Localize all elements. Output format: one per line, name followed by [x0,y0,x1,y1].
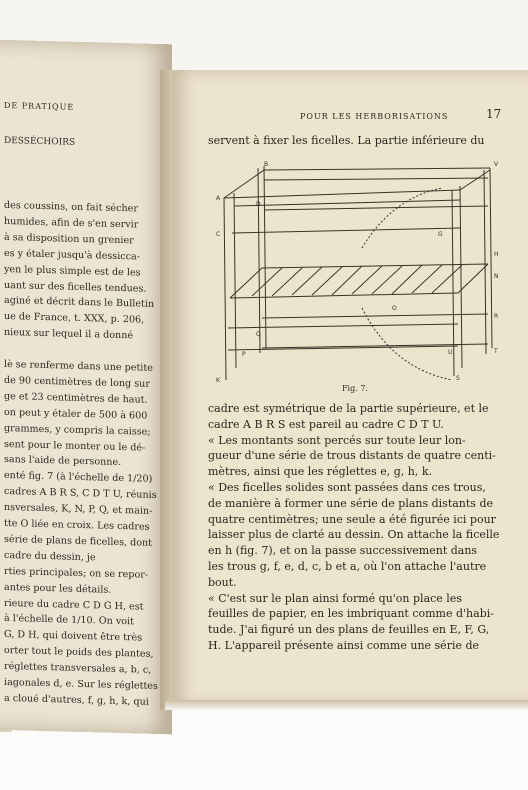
left-text-line: nieux sur lequel il a donné [4,327,134,342]
figure-upright [258,168,260,353]
right-text-line: bout. [208,575,237,589]
left-text-line: à sa disposition un grenier [4,231,134,247]
left-text-line: iagonales d, e. Sur les réglettes [4,676,158,692]
figure-bar [264,206,488,210]
figure-label: Q [256,331,261,338]
left-text-line: ue de France, t. XXX, p. 206, [4,311,145,326]
left-text-line: de 90 centimètres de long sur [4,374,150,390]
left-text-line: G, D H, qui doivent être très [4,629,143,644]
right-text-line: gueur d'une série de trous distants de quatre centi- [208,449,496,463]
right-text-line: quatre centimètres; une seule a été figurée ici pour [208,512,496,526]
figure-bar [224,190,460,198]
figure-label: R [494,313,499,320]
left-text-line: cadre du dessin, je [4,549,96,564]
figure-curve [362,188,442,248]
left-text-line: des coussins, on fait sécher [4,199,138,215]
figure-bar [264,178,488,180]
figure-upright [460,186,462,368]
figure-bar [262,264,488,268]
figure-label: G [438,231,443,238]
left-text-line: cadres A B R S, C D T U, réunis [4,486,157,502]
left-text-line: réglettes transversales a, b, c, [4,661,152,676]
figure-upright [264,166,266,348]
right-text-line: en h (fig. 7), et on la passe successivement dans [208,544,478,558]
left-text-line: tte O liée en croix. Les cadres [4,517,150,533]
right-text-line: les trous g, f, e, d, c, b et a, où l'on attache l'autre [208,560,487,573]
figure-upright [484,170,486,354]
left-text-line: antes pour les détails. [4,581,112,596]
figure-label: A [216,195,221,202]
left-text-line: uant sur des ficelles tendues. [4,279,147,295]
figure-upright [490,168,492,348]
right-text-line: tude. J'ai figuré un des plans de feuilles en E, F, G, [208,623,490,637]
left-text-line: rieure du cadre C D G H, est [4,597,144,613]
figure-label: O [392,305,397,312]
left-text-line: sent pour le monter ou le dé- [4,438,146,454]
right-running-head: POUR LES HERBORISATIONS [300,112,449,121]
figure-curve [362,308,452,380]
right-text-line: cadre est symétrique de la partie supérieure, et le [208,402,489,415]
figure-label: C [216,231,221,238]
left-text-line: ge et 23 centimètres de haut. [4,390,148,406]
left-text-line: yen le plus simple est de les [4,263,141,279]
left-text-line: a cloué d'autres, f, g, h, k, qui [4,692,149,708]
right-text-line: « Les montants sont percés sur toute leur lon- [208,433,466,447]
figure-bar [458,264,488,293]
left-section-title: DESSÉCHOIRS [4,135,76,148]
figure-label: V [494,161,499,168]
right-text-line: feuilles de papier, en les imbriquant comme d'habi- [208,607,494,621]
left-text-line: es y étaler jusqu'à dessicca- [4,247,140,263]
figure-upright [234,193,236,368]
figure-label: K [216,377,220,383]
figure-bar [460,170,490,190]
figure-label: N [494,273,499,280]
figure-label: B [264,161,269,168]
figure-caption: Fig. 7. [342,384,368,393]
right-text-line: « Des ficelles solides sont passées dans ces trous, [208,481,486,494]
figure-hatching [252,265,462,296]
drying-rack-figure [212,158,502,383]
left-text-line: on peut y étaler de 500 à 600 [4,406,148,422]
figure-label: U [448,349,453,356]
right-top-line: servent à fixer les ficelles. La partie inférieure du [208,134,485,147]
left-text-line: série de plans de ficelles, dont [4,533,153,549]
figure-label: H [494,251,499,258]
page-shadow [165,700,528,710]
figure-label: P [242,351,246,358]
right-text-line: cadre A B R S est pareil au cadre C D T U. [208,417,444,431]
left-text-line: sans l'aide de personne. [4,454,122,469]
left-text-line: aginé et décrit dans le Bulletin [4,295,155,311]
figure-bar [264,168,490,170]
figure-bar [234,200,460,206]
left-text-line: orter tout le poids des plantes, [4,645,154,661]
right-text-line: de manière à former une série de plans distants de [208,496,494,510]
figure-bar [262,314,488,318]
figure-label: D [256,201,261,208]
figure-bar [230,293,458,298]
figure-bar [228,324,458,328]
left-running-head: DE PRATIQUE [4,100,75,112]
left-text-line: grammes, y compris la caisse; [4,422,151,438]
right-text-line: « C'est sur le plan ainsi formé qu'on place les [208,591,462,605]
left-text-line: lè se renferme dans une petite [4,358,153,374]
figure-label: T [494,348,498,355]
page-number: 17 [486,107,502,121]
left-text-line: rties principales; on se repor- [4,565,149,581]
right-text-line: mètres, ainsi que les réglettes e, g, h, k. [208,465,432,479]
left-text-line: nsversales, K, N, P, Q, et main- [4,502,153,517]
left-page-text [0,40,169,708]
left-text-line: enté fig. 7 (à l'échelle de 1/20) [4,470,153,486]
left-text-line: humides, afin de s'en servir [4,215,139,231]
right-text-line: H. L'appareil présente ainsi comme une série de [208,639,480,652]
right-text-line: laisser plus de clarté au dessin. On attache la ficelle [208,528,500,542]
figure-bar [232,228,460,233]
figure-upright [224,198,226,380]
left-page [0,40,172,735]
figure-label: S [456,375,460,382]
left-text-line: à l'échelle de 1/10. On voit [4,613,134,628]
